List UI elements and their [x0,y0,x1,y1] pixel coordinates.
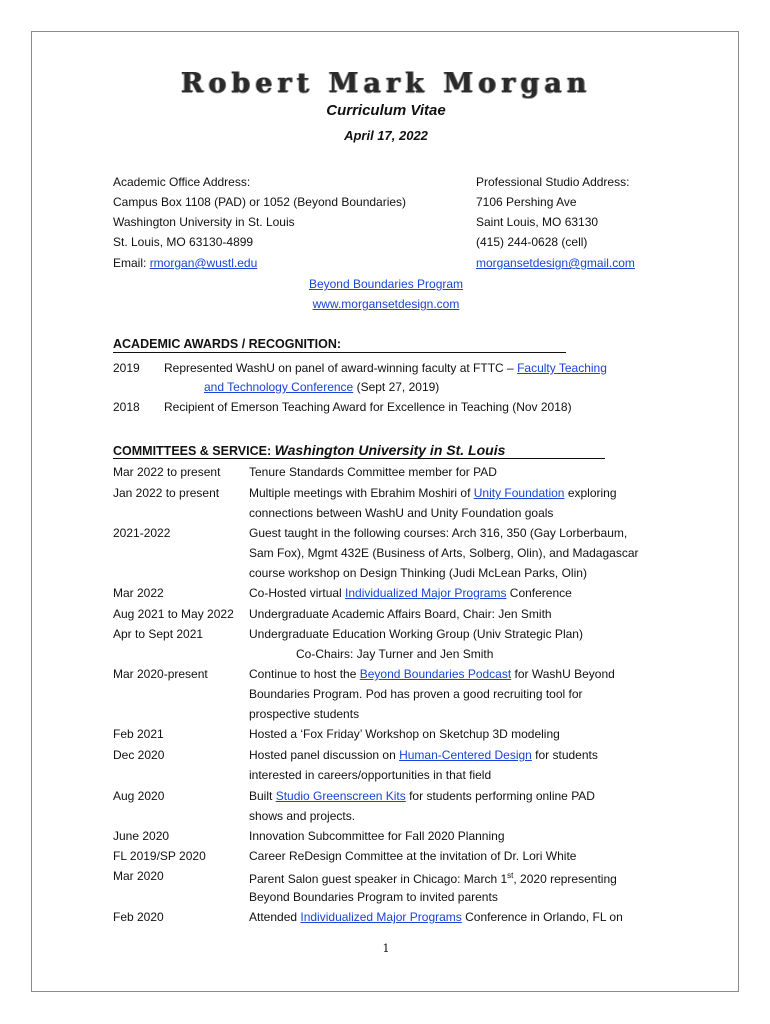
award-text-part: Represented WashU on panel of award-winning faculty at FTTC – [164,361,518,375]
studio-address-line: Saint Louis, MO 63130 [476,215,599,229]
entry-text-part: for students performing online PAD [405,789,595,803]
entry-text: Tenure Standards Committee member for PAD [249,465,497,479]
entry-text-part: Hosted panel discussion on [249,748,400,762]
page-number: 1 [382,942,390,955]
entry-text-part: exploring [564,486,617,500]
award-text-part: (Sept 27, 2019) [353,380,440,394]
entry-text [249,907,623,927]
committees-heading-institution: Washington University in St. Louis [274,442,506,458]
unity-foundation-link[interactable]: Unity Foundation [473,486,565,500]
committees-heading-underline [113,458,605,459]
entry-text [249,786,595,806]
entry-text: Beyond Boundaries Program to invited parents [249,890,498,904]
entry-text: Boundaries Program. Pod has proven a good recruiting tool for [249,687,583,701]
beyond-boundaries-link[interactable]: Beyond Boundaries Program [308,277,464,291]
entry-date: Feb 2021 [113,727,164,741]
entry-text-part: for students [531,748,598,762]
entry-text [249,866,617,886]
entry-date: Jan 2022 to present [113,486,220,500]
entry-text [249,483,617,503]
document-page [31,31,739,992]
website-link-row [32,294,740,314]
entry-date: Dec 2020 [113,748,165,762]
entry-text: connections between WashU and Unity Foundation goals [249,506,554,520]
award-text-continued [204,377,439,397]
entry-date: FL 2019/SP 2020 [113,849,206,863]
studio-address-line: (415) 244-0628 (cell) [476,235,588,249]
entry-date: Mar 2022 [113,586,164,600]
entry-text: Career ReDesign Committee at the invitation of Dr. Lori White [249,849,577,863]
website-link[interactable]: www.morgansetdesign.com [312,297,460,311]
entry-text: course workshop on Design Thinking (Judi McLean Parks, Olin) [249,566,587,580]
entry-text-part: , 2020 representing [513,872,617,886]
individualized-major-programs-link[interactable]: Individualized Major Programs [300,910,462,924]
entry-date: Feb 2020 [113,910,164,924]
entry-text-part: Multiple meetings with Ebrahim Moshiri of [249,486,474,500]
academic-address-line: Washington University in St. Louis [113,215,295,229]
human-centered-design-link[interactable]: Human-Centered Design [399,748,532,762]
academic-email-row [113,253,257,273]
entry-text: Co-Chairs: Jay Turner and Jen Smith [296,647,494,661]
program-link-row [32,274,740,294]
entry-text-part: for WashU Beyond [511,667,615,681]
entry-date: June 2020 [113,829,170,843]
entry-text [249,745,598,765]
entry-text: Hosted a ‘Fox Friday’ Workshop on Sketchup 3D modeling [249,727,560,741]
entry-text: Sam Fox), Mgmt 432E (Business of Arts, Solberg, Olin), and Madagascar [249,546,639,560]
fttc-link-continued[interactable]: and Technology Conference [204,380,354,394]
entry-text: prospective students [249,707,360,721]
studio-address-label: Professional Studio Address: [476,175,630,189]
studio-email-row [476,253,635,273]
entry-text: Guest taught in the following courses: Arch 316, 350 (Gay Lorberbaum, [249,526,628,540]
entry-date: Mar 2020-present [113,667,208,681]
entry-date: Mar 2022 to present [113,465,221,479]
entry-date: Aug 2021 to May 2022 [113,607,234,621]
committees-heading [113,442,505,458]
entry-text-part: Parent Salon guest speaker in Chicago: March 1 [249,872,508,886]
academic-address-line: Campus Box 1108 (PAD) or 1052 (Beyond Boundaries) [113,195,407,209]
entry-date: Mar 2020 [113,869,164,883]
document-subtitle: Curriculum Vitae [326,102,446,119]
academic-email-link[interactable]: rmorgan@wustl.edu [149,256,258,270]
award-year: 2018 [113,400,140,414]
podcast-link[interactable]: Beyond Boundaries Podcast [359,667,512,681]
entry-text-part: Built [249,789,276,803]
studio-email-link[interactable]: morgansetdesign@gmail.com [476,256,635,270]
greenscreen-kits-link[interactable]: Studio Greenscreen Kits [275,789,406,803]
awards-heading-underline [113,352,566,353]
entry-text: Innovation Subcommittee for Fall 2020 Planning [249,829,505,843]
studio-address-line: 7106 Pershing Ave [476,195,577,209]
entry-date: Apr to Sept 2021 [113,627,204,641]
ordinal-suffix: st [507,871,514,880]
entry-date: 2021-2022 [113,526,171,540]
award-text [164,358,607,378]
award-text: Recipient of Emerson Teaching Award for Excellence in Teaching (Nov 2018) [164,400,572,414]
entry-text-part: Continue to host the [249,667,360,681]
academic-address-label: Academic Office Address: [113,175,251,189]
individualized-major-programs-link[interactable]: Individualized Major Programs [345,586,507,600]
document-date: April 17, 2022 [344,128,428,143]
fttc-link[interactable]: Faculty Teaching [517,361,607,375]
entry-text: shows and projects. [249,809,356,823]
email-label: Email: [113,256,150,270]
entry-text: Undergraduate Education Working Group (Univ Strategic Plan) [249,627,583,641]
entry-date: Aug 2020 [113,789,165,803]
academic-address-line: St. Louis, MO 63130-4899 [113,235,254,249]
entry-text [249,664,615,684]
entry-text [249,583,572,603]
award-year: 2019 [113,361,140,375]
entry-text-part: Conference in Orlando, FL on [461,910,623,924]
author-name: Robert Mark Morgan [180,68,592,99]
entry-text-part: Attended [249,910,301,924]
entry-text-part: Conference [506,586,572,600]
entry-text: Undergraduate Academic Affairs Board, Chair: Jen Smith [249,607,552,621]
awards-heading: ACADEMIC AWARDS / RECOGNITION: [113,337,342,351]
entry-text-part: Co-Hosted virtual [249,586,346,600]
committees-heading-label: COMMITTEES & SERVICE: [113,444,272,458]
entry-text: interested in careers/opportunities in that field [249,768,492,782]
